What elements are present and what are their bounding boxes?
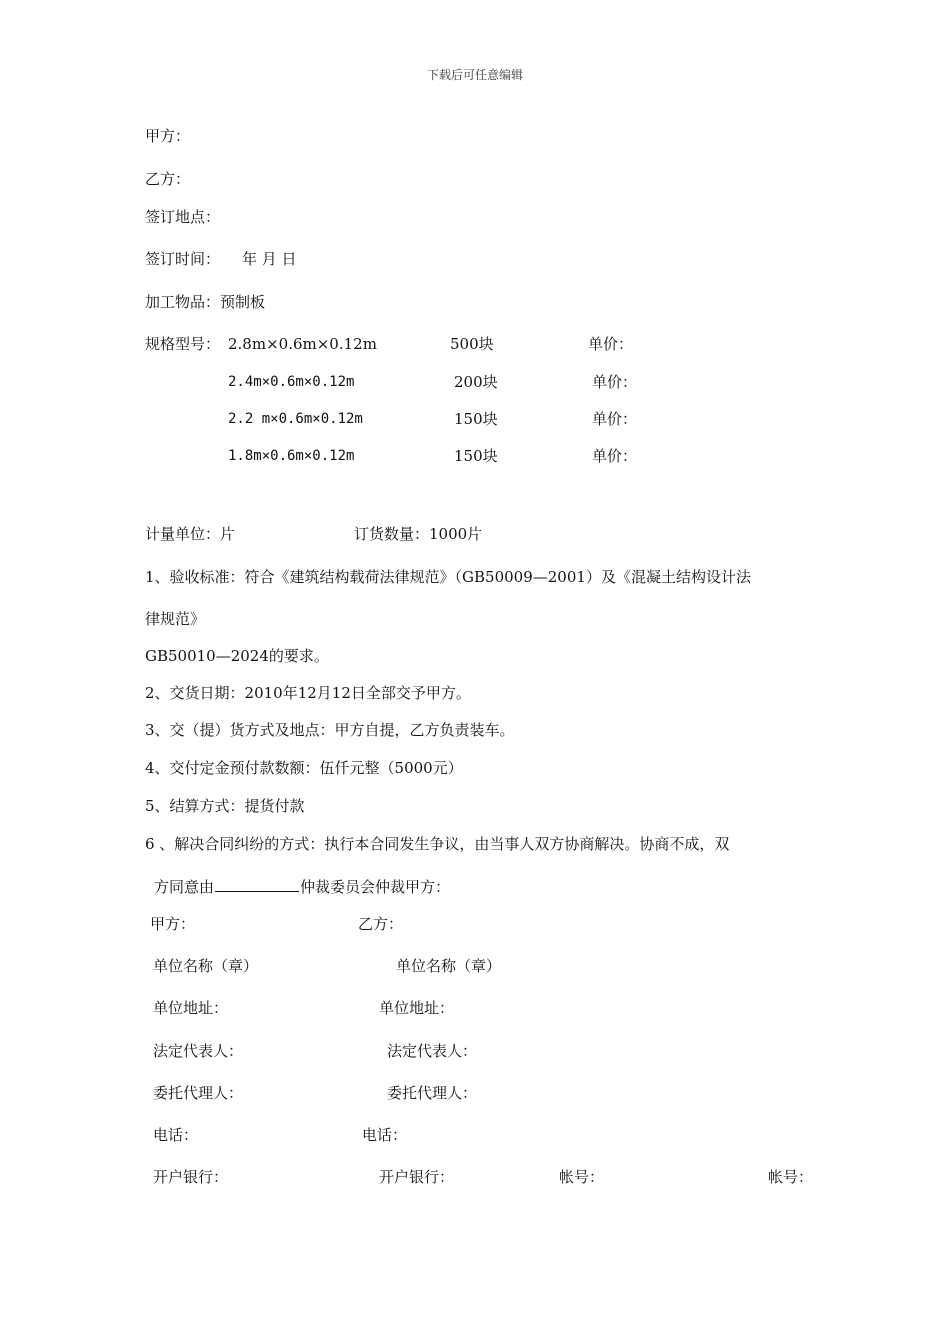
clause-1-line-3: GB50010—2024的要求。: [145, 647, 329, 665]
sig-a-name: 单位名称（章）: [153, 957, 259, 975]
sign-time-label: 签订时间：: [145, 250, 221, 268]
sig-a-address: 单位地址：: [153, 999, 229, 1017]
spec-price-3: 单价：: [592, 410, 638, 428]
clause-2-line: 2、交货日期：2010年12月12日全部交予甲方。: [145, 684, 471, 702]
sig-b-phone: 电话：: [362, 1126, 408, 1144]
party-a-line: 甲方：: [145, 127, 191, 145]
sig-a-bank: 开户银行：: [153, 1168, 229, 1186]
sign-place-line: 签订地点：: [145, 208, 221, 226]
spec-qty-1: 500块: [450, 335, 494, 353]
sig-b-name: 单位名称（章）: [396, 957, 502, 975]
item-line: 加工物品：预制板: [145, 293, 266, 311]
spec-price-4: 单价：: [592, 447, 638, 465]
sig-b-account: 帐号：: [768, 1168, 814, 1186]
sig-b-representative: 法定代表人：: [387, 1042, 478, 1060]
clause-6-line-2: [154, 877, 450, 897]
spec-size-4: 1.8m×0.6m×0.12m: [228, 448, 355, 464]
spec-size-2: 2.4m×0.6m×0.12m: [228, 374, 355, 390]
spec-price-1: 单价：: [588, 335, 634, 353]
spec-label: 规格型号：: [145, 335, 221, 353]
sig-b-address: 单位地址：: [379, 999, 455, 1017]
spec-qty-2: 200块: [454, 373, 498, 391]
clause-6-text-b: 仲裁委员会仲裁甲方：: [300, 878, 451, 896]
unit-line: 计量单位：片: [145, 525, 236, 543]
sig-a-account: 帐号：: [559, 1168, 605, 1186]
sig-a-agent: 委托代理人：: [153, 1084, 244, 1102]
arbitration-blank: [215, 877, 299, 892]
spec-qty-3: 150块: [454, 410, 498, 428]
sig-b-bank: 开户银行：: [379, 1168, 455, 1186]
clause-6-text-a: 方同意由: [154, 878, 215, 896]
party-b-line: 乙方：: [145, 170, 191, 188]
spec-size-1: 2.8m×0.6m×0.12m: [228, 335, 377, 353]
clause-5-line: 5、结算方式：提货付款: [145, 797, 305, 815]
sign-time-value: 年 月 日: [242, 250, 297, 268]
clause-4-line: 4、交付定金预付款数额：伍仟元整（5000元）: [145, 759, 463, 777]
sig-b-agent: 委托代理人：: [387, 1084, 478, 1102]
order-qty-line: 订货数量：1000片: [354, 525, 483, 543]
clause-1-line-1: 1、验收标准：符合《建筑结构载荷法律规范》（GB50009—2001）及《混凝土结构设计法: [145, 568, 751, 586]
spec-price-2: 单价：: [592, 373, 638, 391]
sig-a-phone: 电话：: [153, 1126, 199, 1144]
page-header: 下载后可任意编辑: [426, 68, 523, 82]
clause-3-line: 3、交（提）货方式及地点：甲方自提，乙方负责装车。: [145, 721, 515, 739]
spec-size-3: 2.2 m×0.6m×0.12m: [228, 411, 363, 427]
sig-party-b: 乙方：: [358, 915, 404, 933]
clause-6-line-1: 6 、解决合同纠纷的方式：执行本合同发生争议，由当事人双方协商解决。协商不成，双: [145, 835, 730, 853]
sig-party-a: 甲方：: [150, 915, 196, 933]
clause-1-line-2: 律规范》: [145, 610, 206, 628]
spec-qty-4: 150块: [454, 447, 498, 465]
sig-a-representative: 法定代表人：: [153, 1042, 244, 1060]
